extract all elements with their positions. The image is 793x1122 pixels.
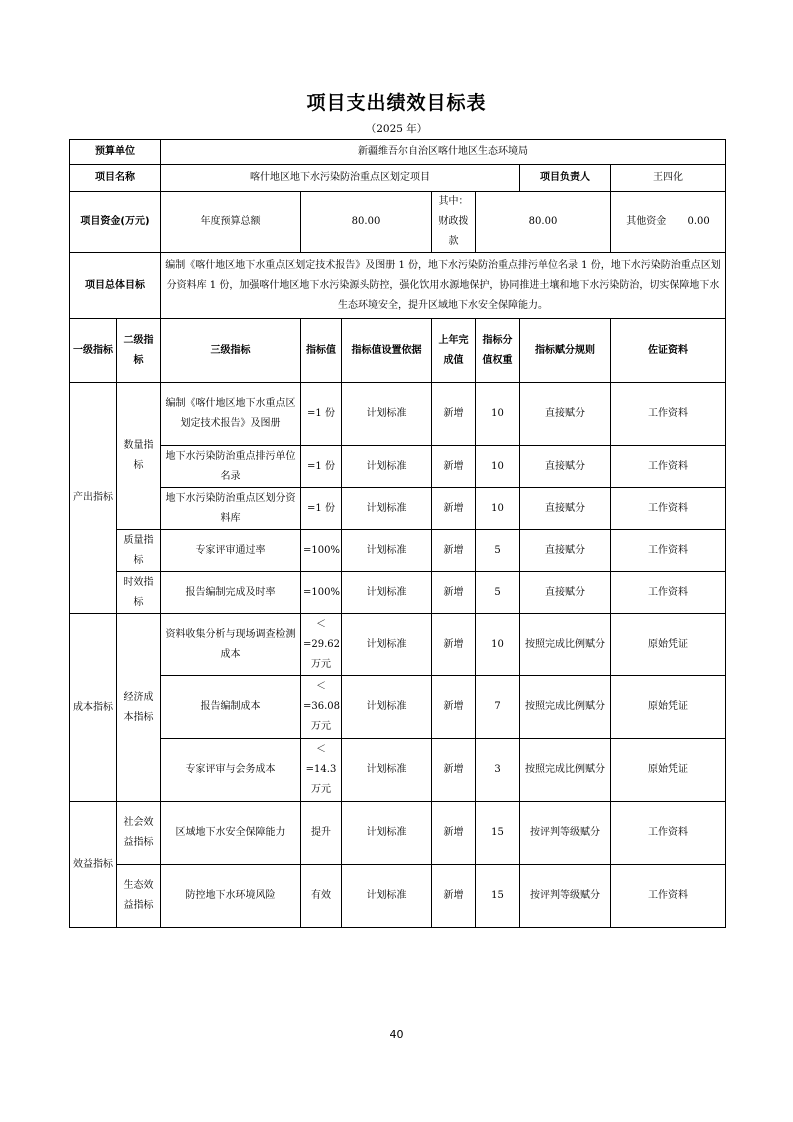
row-value: ＜=36.08 万元 [301, 676, 342, 739]
table-row [70, 530, 726, 572]
group-timeliness: 时效指标 [117, 572, 161, 614]
performance-table [69, 139, 726, 928]
row-evidence: 工作资料 [611, 383, 726, 446]
row-basis: 计划标准 [342, 383, 432, 446]
row-last: 新增 [432, 676, 476, 739]
project-name-value: 喀什地区地下水污染防治重点区划定项目 [161, 165, 520, 192]
row-weight: 15 [476, 802, 520, 865]
project-name-label: 项目名称 [70, 165, 161, 192]
row-value: 提升 [301, 802, 342, 865]
page-number: 40 [389, 1028, 404, 1041]
row-evidence: 原始凭证 [611, 614, 726, 676]
group-quantity: 数量指标 [117, 383, 161, 530]
row-evidence: 工作资料 [611, 530, 726, 572]
row-basis: 计划标准 [342, 865, 432, 928]
goal-text: 编制《喀什地区地下水重点区划定技术报告》及图册 1 份，地下水污染防治重点排污单位名录 1 份，地下水污染防治重点区划分资料库 1 份，加强喀什地区地下水污染源头防控，强化饮用水源地保护，协同推进土壤和地下水污染防治，切实保障地下水生态环境安全，提升区域地下水安全保障能力。 [161, 253, 726, 319]
goal-label: 项目总体目标 [70, 253, 161, 319]
group-economic: 经济成本指标 [117, 614, 161, 802]
row-evidence: 原始凭证 [611, 739, 726, 802]
row-rule: 直接赋分 [520, 446, 611, 488]
row-l3: 报告编制成本 [161, 676, 301, 739]
col-level3: 三级指标 [161, 319, 301, 383]
col-level1: 一级指标 [70, 319, 117, 383]
row-value: =100% [301, 530, 342, 572]
page-title: 项目支出绩效目标表 [306, 92, 487, 114]
col-basis: 指标值设置依据 [342, 319, 432, 383]
group-quality: 质量指标 [117, 530, 161, 572]
row-last: 新增 [432, 488, 476, 530]
row-weight: 10 [476, 383, 520, 446]
row-rule: 直接赋分 [520, 488, 611, 530]
row-value: ＜=14.3 万元 [301, 739, 342, 802]
row-evidence: 工作资料 [611, 865, 726, 928]
row-l3: 专家评审通过率 [161, 530, 301, 572]
row-last: 新增 [432, 530, 476, 572]
row-last: 新增 [432, 383, 476, 446]
row-weight: 7 [476, 676, 520, 739]
row-l3: 报告编制完成及时率 [161, 572, 301, 614]
project-name-row [70, 165, 726, 192]
row-evidence: 工作资料 [611, 572, 726, 614]
row-weight: 10 [476, 488, 520, 530]
row-value: =100% [301, 572, 342, 614]
row-weight: 10 [476, 446, 520, 488]
table-row [70, 614, 726, 676]
row-basis: 计划标准 [342, 572, 432, 614]
fiscal-label: 其中：财政拨款 [432, 192, 476, 253]
col-level2: 二级指标 [117, 319, 161, 383]
row-rule: 按照完成比例赋分 [520, 676, 611, 739]
row-evidence: 工作资料 [611, 446, 726, 488]
row-l3: 资料收集分析与现场调查检测成本 [161, 614, 301, 676]
row-l3: 防控地下水环境风险 [161, 865, 301, 928]
row-weight: 15 [476, 865, 520, 928]
table-row [70, 572, 726, 614]
col-evidence: 佐证资料 [611, 319, 726, 383]
manager-label: 项目负责人 [520, 165, 611, 192]
row-rule: 按评判等级赋分 [520, 802, 611, 865]
table-row [70, 446, 726, 488]
col-weight: 指标分值权重 [476, 319, 520, 383]
fiscal-value: 80.00 [476, 192, 611, 253]
row-rule: 直接赋分 [520, 383, 611, 446]
row-l3: 专家评审与会务成本 [161, 739, 301, 802]
row-evidence: 原始凭证 [611, 676, 726, 739]
other-funds-cell [611, 192, 726, 253]
row-value: =1 份 [301, 446, 342, 488]
row-value: =1 份 [301, 488, 342, 530]
row-value: 有效 [301, 865, 342, 928]
table-row [70, 802, 726, 865]
group-social: 社会效益指标 [117, 802, 161, 865]
row-weight: 3 [476, 739, 520, 802]
row-rule: 按评判等级赋分 [520, 865, 611, 928]
col-value: 指标值 [301, 319, 342, 383]
other-funds-label: 其他资金 [626, 216, 667, 227]
row-rule: 按照完成比例赋分 [520, 614, 611, 676]
row-weight: 10 [476, 614, 520, 676]
row-last: 新增 [432, 865, 476, 928]
table-row [70, 865, 726, 928]
budget-unit-row [70, 140, 726, 165]
row-last: 新增 [432, 739, 476, 802]
row-basis: 计划标准 [342, 676, 432, 739]
group-output: 产出指标 [70, 383, 117, 614]
table-row [70, 488, 726, 530]
fund-row [70, 192, 726, 253]
row-basis: 计划标准 [342, 739, 432, 802]
row-basis: 计划标准 [342, 488, 432, 530]
row-basis: 计划标准 [342, 802, 432, 865]
group-cost: 成本指标 [70, 614, 117, 802]
row-last: 新增 [432, 446, 476, 488]
row-l3: 区域地下水安全保障能力 [161, 802, 301, 865]
row-rule: 直接赋分 [520, 572, 611, 614]
row-evidence: 工作资料 [611, 488, 726, 530]
row-weight: 5 [476, 530, 520, 572]
row-evidence: 工作资料 [611, 802, 726, 865]
budget-unit-label: 预算单位 [70, 140, 161, 165]
budget-unit-value: 新疆维吾尔自治区喀什地区生态环境局 [161, 140, 726, 165]
table-row [70, 676, 726, 739]
row-weight: 5 [476, 572, 520, 614]
annual-total-label: 年度预算总额 [161, 192, 301, 253]
row-rule: 按照完成比例赋分 [520, 739, 611, 802]
row-l3: 编制《喀什地区地下水重点区划定技术报告》及图册 [161, 383, 301, 446]
row-basis: 计划标准 [342, 530, 432, 572]
manager-value: 王四化 [611, 165, 726, 192]
annual-total-value: 80.00 [301, 192, 432, 253]
other-funds-value: 0.00 [687, 216, 710, 227]
row-basis: 计划标准 [342, 446, 432, 488]
goal-row [70, 253, 726, 319]
row-last: 新增 [432, 802, 476, 865]
group-ecological: 生态效益指标 [117, 865, 161, 928]
fund-label: 项目资金(万元) [70, 192, 161, 253]
row-rule: 直接赋分 [520, 530, 611, 572]
row-l3: 地下水污染防治重点区划分资料库 [161, 488, 301, 530]
col-last-year: 上年完成值 [432, 319, 476, 383]
row-last: 新增 [432, 614, 476, 676]
column-header-row [70, 319, 726, 383]
row-last: 新增 [432, 572, 476, 614]
table-row [70, 739, 726, 802]
row-value: =1 份 [301, 383, 342, 446]
col-rule: 指标赋分规则 [520, 319, 611, 383]
row-value: ＜=29.62 万元 [301, 614, 342, 676]
group-benefit: 效益指标 [70, 802, 117, 928]
table-row [70, 383, 726, 446]
row-l3: 地下水污染防治重点排污单位名录 [161, 446, 301, 488]
row-basis: 计划标准 [342, 614, 432, 676]
year-label: （2025 年） [365, 123, 428, 135]
